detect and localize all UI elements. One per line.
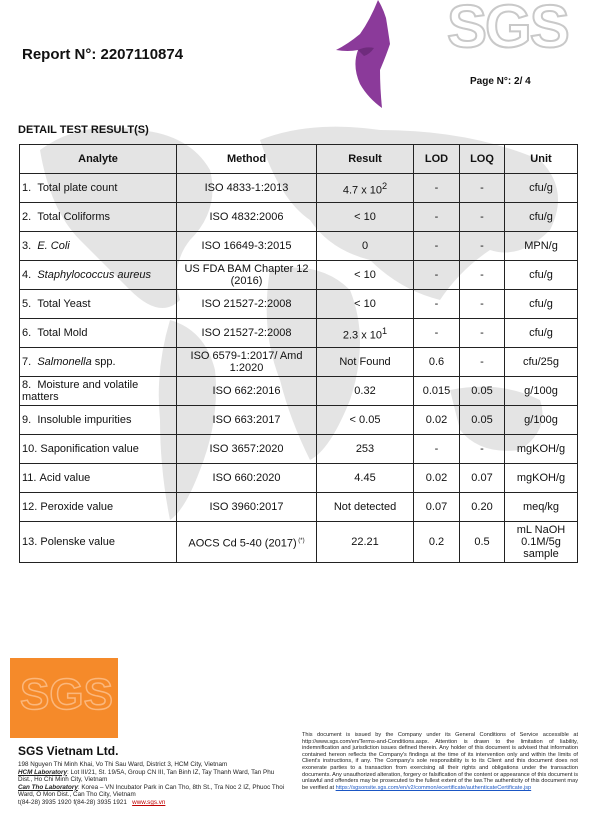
method-cell: ISO 16649-3:2015 — [177, 232, 317, 261]
lod-cell: 0.6 — [414, 348, 460, 377]
analyte-cell: 5. Total Yeast — [20, 290, 177, 319]
lod-cell: 0.02 — [414, 464, 460, 493]
unit-cell: mgKOH/g — [505, 464, 578, 493]
sgs-logo-top — [435, 0, 585, 58]
analyte-cell: 11. Acid value — [20, 464, 177, 493]
analyte-cell: 8. Moisture and volatile matters — [20, 377, 177, 406]
table-row — [20, 522, 578, 563]
company-name: SGS Vietnam Ltd. — [18, 744, 119, 758]
lod-cell: 0.015 — [414, 377, 460, 406]
table-row — [20, 319, 578, 348]
lod-cell: - — [414, 203, 460, 232]
loq-cell: 0.05 — [460, 406, 505, 435]
result-cell: Not detected — [317, 493, 414, 522]
loq-cell: - — [460, 290, 505, 319]
loq-cell: 0.07 — [460, 464, 505, 493]
result-cell: 22.21 — [317, 522, 414, 563]
result-cell: 0.32 — [317, 377, 414, 406]
unit-cell: cfu/g — [505, 319, 578, 348]
unit-cell: mL NaOH 0.1M/5g sample — [505, 522, 578, 563]
legal-disclaimer: This document is issued by the Company under its General Conditions of Service accessible at http://www.sgs.com/en/Terms-and-Conditions.aspx. Attention is drawn to the limitation of liability, indemnification and jurisdiction issues defined therein. Any holder of this document is advised that information contained hereon reflects the Company's findings at the time of its intervention only and within the limits of Client's instructions, if any. The Company's sole responsibility is to its Client and this document does not exonerate parties to a transaction from exercising all their rights and obligations under the transaction documents. Any unauthorized alteration, forgery or falsification of the content or appearance of this document is unlawful and offenders may be prosecuted to the fullest extent of the law.The authenticity of this document may be verified at https://sgsonsite.sgs.com/en/v2/common/ecertificate/authenticateCertificate.jsp — [302, 732, 578, 791]
sgs-logo-bottom — [10, 658, 118, 738]
header-method: Method — [177, 145, 317, 174]
loq-cell: 0.05 — [460, 377, 505, 406]
method-cell: ISO 660:2020 — [177, 464, 317, 493]
unit-cell: meq/kg — [505, 493, 578, 522]
unit-cell: g/100g — [505, 406, 578, 435]
analyte-cell: 10. Saponification value — [20, 435, 177, 464]
loq-cell: - — [460, 232, 505, 261]
result-cell: < 10 — [317, 203, 414, 232]
section-title: DETAIL TEST RESULT(S) — [18, 124, 149, 136]
website-link[interactable]: www.sgs.vn — [132, 798, 166, 806]
method-cell: ISO 4833-1:2013 — [177, 174, 317, 203]
result-cell: < 10 — [317, 290, 414, 319]
method-cell: ISO 21527-2:2008 — [177, 319, 317, 348]
table-row — [20, 174, 578, 203]
unit-cell: cfu/g — [505, 290, 578, 319]
unit-cell: mgKOH/g — [505, 435, 578, 464]
table-row — [20, 232, 578, 261]
lod-cell: - — [414, 319, 460, 348]
header-lod: LOD — [414, 145, 460, 174]
result-cell: 4.7 x $10^2$ — [317, 174, 414, 203]
contact-line: t(84-28) 3935 1920 f(84-28) 3935 1921 www.sgs.vn — [18, 798, 166, 806]
table-row — [20, 348, 578, 377]
loq-cell: - — [460, 348, 505, 377]
page-number: Page N°: 2/ 4 — [470, 76, 531, 87]
result-cell: 2.3 x $10^1$ — [317, 319, 414, 348]
method-cell: ISO 663:2017 — [177, 406, 317, 435]
analyte-cell: 7. Salmonella spp. — [20, 348, 177, 377]
header-loq: LOQ — [460, 145, 505, 174]
unit-cell: cfu/g — [505, 203, 578, 232]
analyte-cell: 2. Total Coliforms — [20, 203, 177, 232]
loq-cell: - — [460, 261, 505, 290]
verify-certificate-link[interactable]: https://sgsonsite.sgs.com/en/v2/common/ecertificate/authenticateCertificate.jsp — [335, 784, 532, 791]
analyte-cell: 13. Polenske value — [20, 522, 177, 563]
cantho-lab-address: Can Tho Laboratory: Korea – VN Incubator Park in Can Tho, 8th St., Tra Noc 2 IZ, Phuoc Thoi Ward, O Mon Dist., Can Tho City, Vietnam — [18, 783, 285, 799]
header-unit: Unit — [505, 145, 578, 174]
lod-cell: - — [414, 290, 460, 319]
unit-cell: g/100g — [505, 377, 578, 406]
table-row — [20, 464, 578, 493]
head-office-address: 198 Nguyen Thi Minh Khai, Vo Thi Sau Ward, District 3, HCM City, Vietnam — [18, 761, 228, 768]
analyte-cell: 9. Insoluble impurities — [20, 406, 177, 435]
analyte-cell: 3. E. Coli — [20, 232, 177, 261]
company-address — [18, 761, 288, 807]
loq-cell: - — [460, 203, 505, 232]
hcm-lab-address: HCM Laboratory: Lot III/21, St. 19/5A, Group CN III, Tan Binh IZ, Tay Thanh Ward, Tan Phu Dist., Ho Chi Minh City, Vietnam — [18, 768, 275, 784]
result-cell: < 10 — [317, 261, 414, 290]
result-cell: 253 — [317, 435, 414, 464]
method-cell: ISO 3657:2020 — [177, 435, 317, 464]
lod-cell: - — [414, 435, 460, 464]
lod-cell: 0.02 — [414, 406, 460, 435]
table-row — [20, 435, 578, 464]
bird-logo-icon — [330, 0, 400, 110]
sgs-logo-text: SGS — [20, 670, 113, 719]
analyte-cell: 4. Staphylococcus aureus — [20, 261, 177, 290]
method-cell: ISO 3960:2017 — [177, 493, 317, 522]
lod-cell: - — [414, 232, 460, 261]
loq-cell: - — [460, 174, 505, 203]
lod-cell: 0.07 — [414, 493, 460, 522]
result-cell: 4.45 — [317, 464, 414, 493]
method-cell: ISO 6579-1:2017/ Amd 1:2020 — [177, 348, 317, 377]
loq-cell: - — [460, 319, 505, 348]
table-header-row — [20, 145, 578, 174]
method-cell: ISO 662:2016 — [177, 377, 317, 406]
loq-cell: 0.20 — [460, 493, 505, 522]
table-row — [20, 290, 578, 319]
result-cell: 0 — [317, 232, 414, 261]
method-cell: AOCS Cd 5-40 (2017) (*) — [177, 522, 317, 563]
header-analyte: Analyte — [20, 145, 177, 174]
table-row — [20, 261, 578, 290]
sgs-logo-text: SGS — [447, 0, 568, 60]
loq-cell: 0.5 — [460, 522, 505, 563]
analyte-cell: 6. Total Mold — [20, 319, 177, 348]
table-row — [20, 377, 578, 406]
unit-cell: cfu/g — [505, 174, 578, 203]
result-cell: < 0.05 — [317, 406, 414, 435]
unit-cell: cfu/25g — [505, 348, 578, 377]
method-cell: ISO 4832:2006 — [177, 203, 317, 232]
table-row — [20, 203, 578, 232]
report-number: Report N°: 2207110874 — [22, 46, 184, 63]
header-result: Result — [317, 145, 414, 174]
lod-cell: - — [414, 261, 460, 290]
lod-cell: 0.2 — [414, 522, 460, 563]
unit-cell: cfu/g — [505, 261, 578, 290]
loq-cell: - — [460, 435, 505, 464]
unit-cell: MPN/g — [505, 232, 578, 261]
table-row — [20, 493, 578, 522]
lod-cell: - — [414, 174, 460, 203]
table-row — [20, 406, 578, 435]
analyte-cell: 12. Peroxide value — [20, 493, 177, 522]
method-cell: ISO 21527-2:2008 — [177, 290, 317, 319]
results-table — [19, 144, 578, 563]
analyte-cell: 1. Total plate count — [20, 174, 177, 203]
result-cell: Not Found — [317, 348, 414, 377]
method-cell: US FDA BAM Chapter 12 (2016) — [177, 261, 317, 290]
